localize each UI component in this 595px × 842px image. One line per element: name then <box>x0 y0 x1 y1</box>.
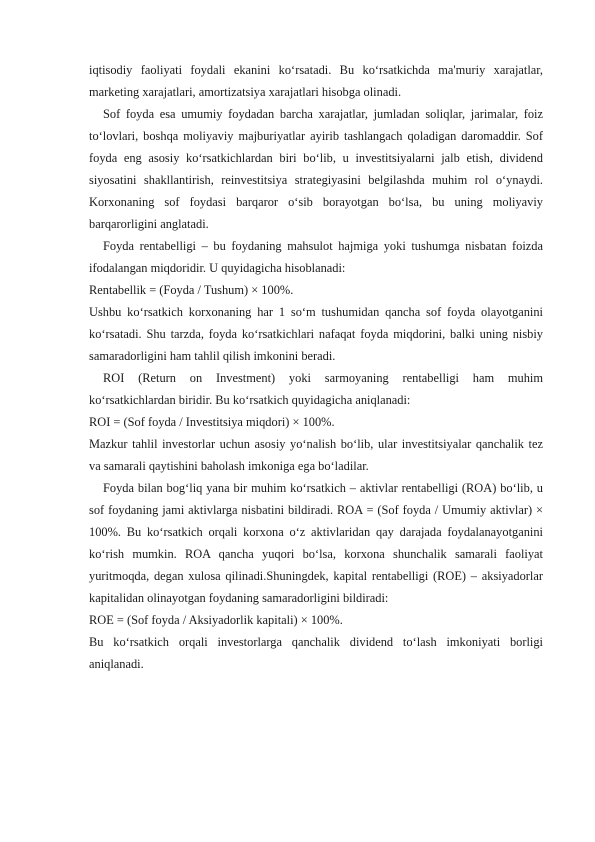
paragraph-7: Foyda bilan bog‘liq yana bir muhim ko‘rsatkich – aktivlar rentabelligi (ROA) bo‘lib, u sof foydaning jami aktivlarga nisbatini bildiradi. ROA = (Sof foyda / Umumiy aktivlar) × 100%. Bu ko‘rsatkich orqali korxona o‘z aktivlaridan qay darajada foydalanayotganini ko‘rish mumkin. ROA qancha yuqori bo‘lsa, korxona shunchalik samarali faoliyat yuritmoqda, degan xulosa qilinadi.Shuningdek, kapital rentabelligi (ROE) – aksiyadorlar kapitalidan olinayotgan foydaning samaradorligini bildiradi: <box>89 481 543 605</box>
formula-roe: ROE = (Sof foyda / Aksiyadorlik kapitali) × 100%. <box>89 613 343 627</box>
formula-rentabellik: Rentabellik = (Foyda / Tushum) × 100%. <box>89 283 294 297</box>
paragraph-5: ROI (Return on Investment) yoki sarmoyaning rentabelligi ham muhim ko‘rsatkichlardan biridir. Bu ko‘rsatkich quyidagicha aniqlanadi: <box>89 371 543 407</box>
paragraph-6: Mazkur tahlil investorlar uchun asosiy yo‘nalish bo‘lib, ular investitsiyalar qanchalik tez va samarali qaytishini baholash imkoniga ega bo‘ladilar. <box>89 437 543 473</box>
document-page <box>89 59 543 675</box>
formula-roi: ROI = (Sof foyda / Investitsiya miqdori) × 100%. <box>89 415 335 429</box>
paragraph-1: iqtisodiy faoliyati foydali ekanini ko‘rsatadi. Bu ko‘rsatkichda ma'muriy xarajatlar, marketing xarajatlari, amortizatsiya xarajatlari hisobga olinadi. <box>89 63 543 99</box>
paragraph-8: Bu ko‘rsatkich orqali investorlarga qanchalik dividend to‘lash imkoniyati borligi aniqlanadi. <box>89 635 543 671</box>
paragraph-4: Ushbu ko‘rsatkich korxonaning har 1 so‘m tushumidan qancha sof foyda olayotganini ko‘rsatadi. Shu tarzda, foyda ko‘rsatkichlari nafaqat foyda miqdorini, balki uning nisbiy samaradorligini ham tahlil qilish imkonini beradi. <box>89 305 543 363</box>
paragraph-3: Foyda rentabelligi – bu foydaning mahsulot hajmiga yoki tushumga nisbatan foizda ifodalangan miqdoridir. U quyidagicha hisoblanadi: <box>89 239 543 275</box>
paragraph-2: Sof foyda esa umumiy foydadan barcha xarajatlar, jumladan soliqlar, jarimalar, foiz to‘lovlari, boshqa moliyaviy majburiyatlar ayirib tashlangach qoladigan daromaddir. Sof foyda eng asosiy ko‘rsatkichlardan biri bo‘lib, u investitsiyalarni jalb etish, dividend siyosatini shakllantirish, reinvestitsiya strategiyasini belgilashda muhim rol o‘ynaydi. Korxonaning sof foydasi barqaror o‘sib borayotgan bo‘lsa, bu uning moliyaviy barqarorligini anglatadi. <box>89 107 543 231</box>
